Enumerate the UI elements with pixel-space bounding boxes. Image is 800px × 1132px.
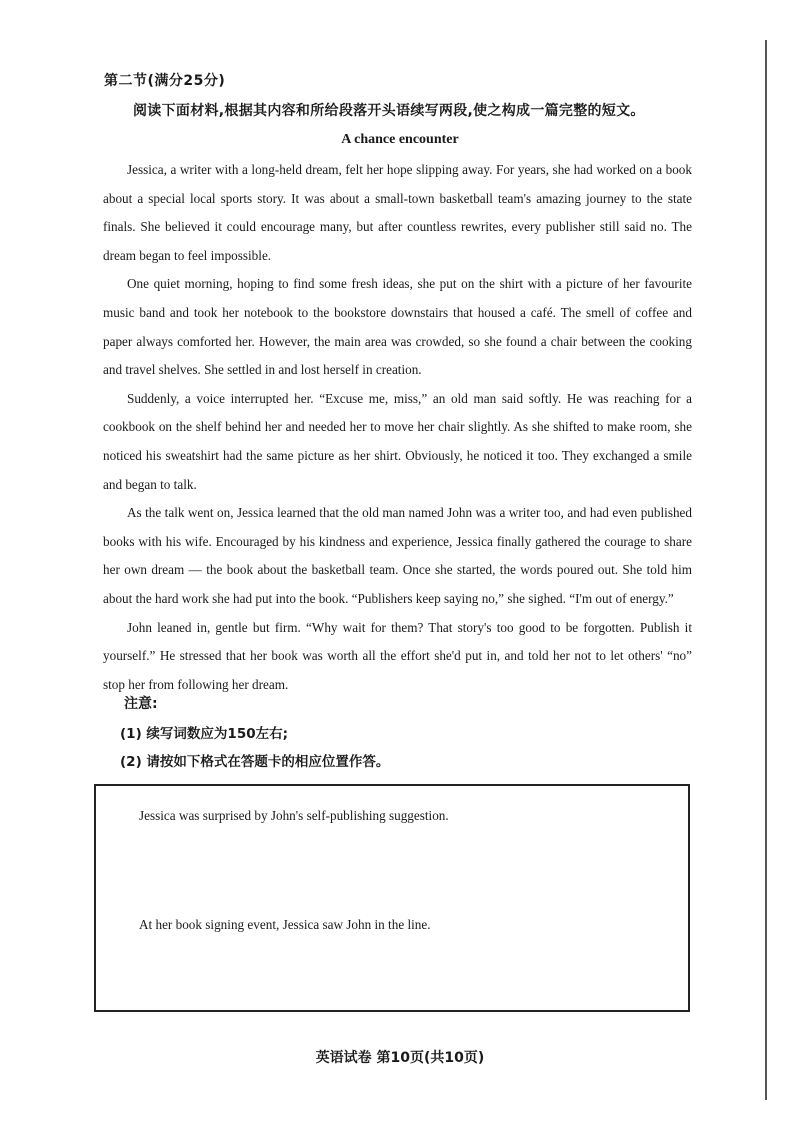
continuation-prompt-2: At her book signing event, Jessica saw John in the line. xyxy=(139,917,431,932)
answer-format-box xyxy=(94,784,690,1012)
paragraph-1: Jessica, a writer with a long-held dream, felt her hope slipping away. For years, she had worked on a book about a special local sports story. It was about a small-town basketball team's amazing journey to the state finals. She believed it could encourage many, but after countless rewrites, every publisher still said no. The dream began to feel impossible. xyxy=(103,162,692,263)
page-margin-rule xyxy=(765,40,767,1100)
article-passage xyxy=(103,156,692,699)
continuation-prompt-1: Jessica was surprised by John's self-publishing suggestion. xyxy=(139,808,449,823)
paragraph-5: John leaned in, gentle but firm. “Why wait for them? That story's too good to be forgotten. Publish it yourself.” He stressed that her book was worth all the effort she'd put in, and told her not to let others' “no” stop her from following her dream. xyxy=(103,619,692,692)
paragraph-4: As the talk went on, Jessica learned that the old man named John was a writer too, and had even published books with his wife. Encouraged by his kindness and experience, Jessica finally gathered the courage to share her own dream — the book about the basketball team. Once she started, the words poured out. She told him about the hard work she had put into the book. “Publishers keep saying no,” she sighed. “I'm out of energy.” xyxy=(103,505,692,606)
article-title: A chance encounter xyxy=(341,132,459,147)
note-answer-format: (2) 请按如下格式在答题卡的相应位置作答。 xyxy=(120,754,390,770)
task-instruction: 阅读下面材料,根据其内容和所给段落开头语续写两段,使之构成一篇完整的短文。 xyxy=(133,103,645,119)
paragraph-3: Suddenly, a voice interrupted her. “Excuse me, miss,” an old man said softly. He was reaching for a cookbook on the shelf behind her and needed her to move her chair slightly. As she shifted to make room, she noticed his sweatshirt had the same picture as her shirt. Obviously, he noticed it too. They exchanged a smile and began to talk. xyxy=(103,390,692,492)
paragraph-2: One quiet morning, hoping to find some fresh ideas, she put on the shirt with a picture of her favourite music band and took her notebook to the bookstore downstairs that housed a café. The smell of coffee and paper always comforted her. However, the main area was crowded, so she found a chair between the cooking and travel shelves. She settled in and lost herself in creation. xyxy=(103,276,692,378)
page-footer: 英语试卷 第10页(共10页) xyxy=(315,1050,485,1066)
section-heading: 第二节(满分25分) xyxy=(104,73,226,89)
notes-heading: 注意: xyxy=(124,696,158,712)
note-word-count: (1) 续写词数应为150左右; xyxy=(120,726,289,742)
